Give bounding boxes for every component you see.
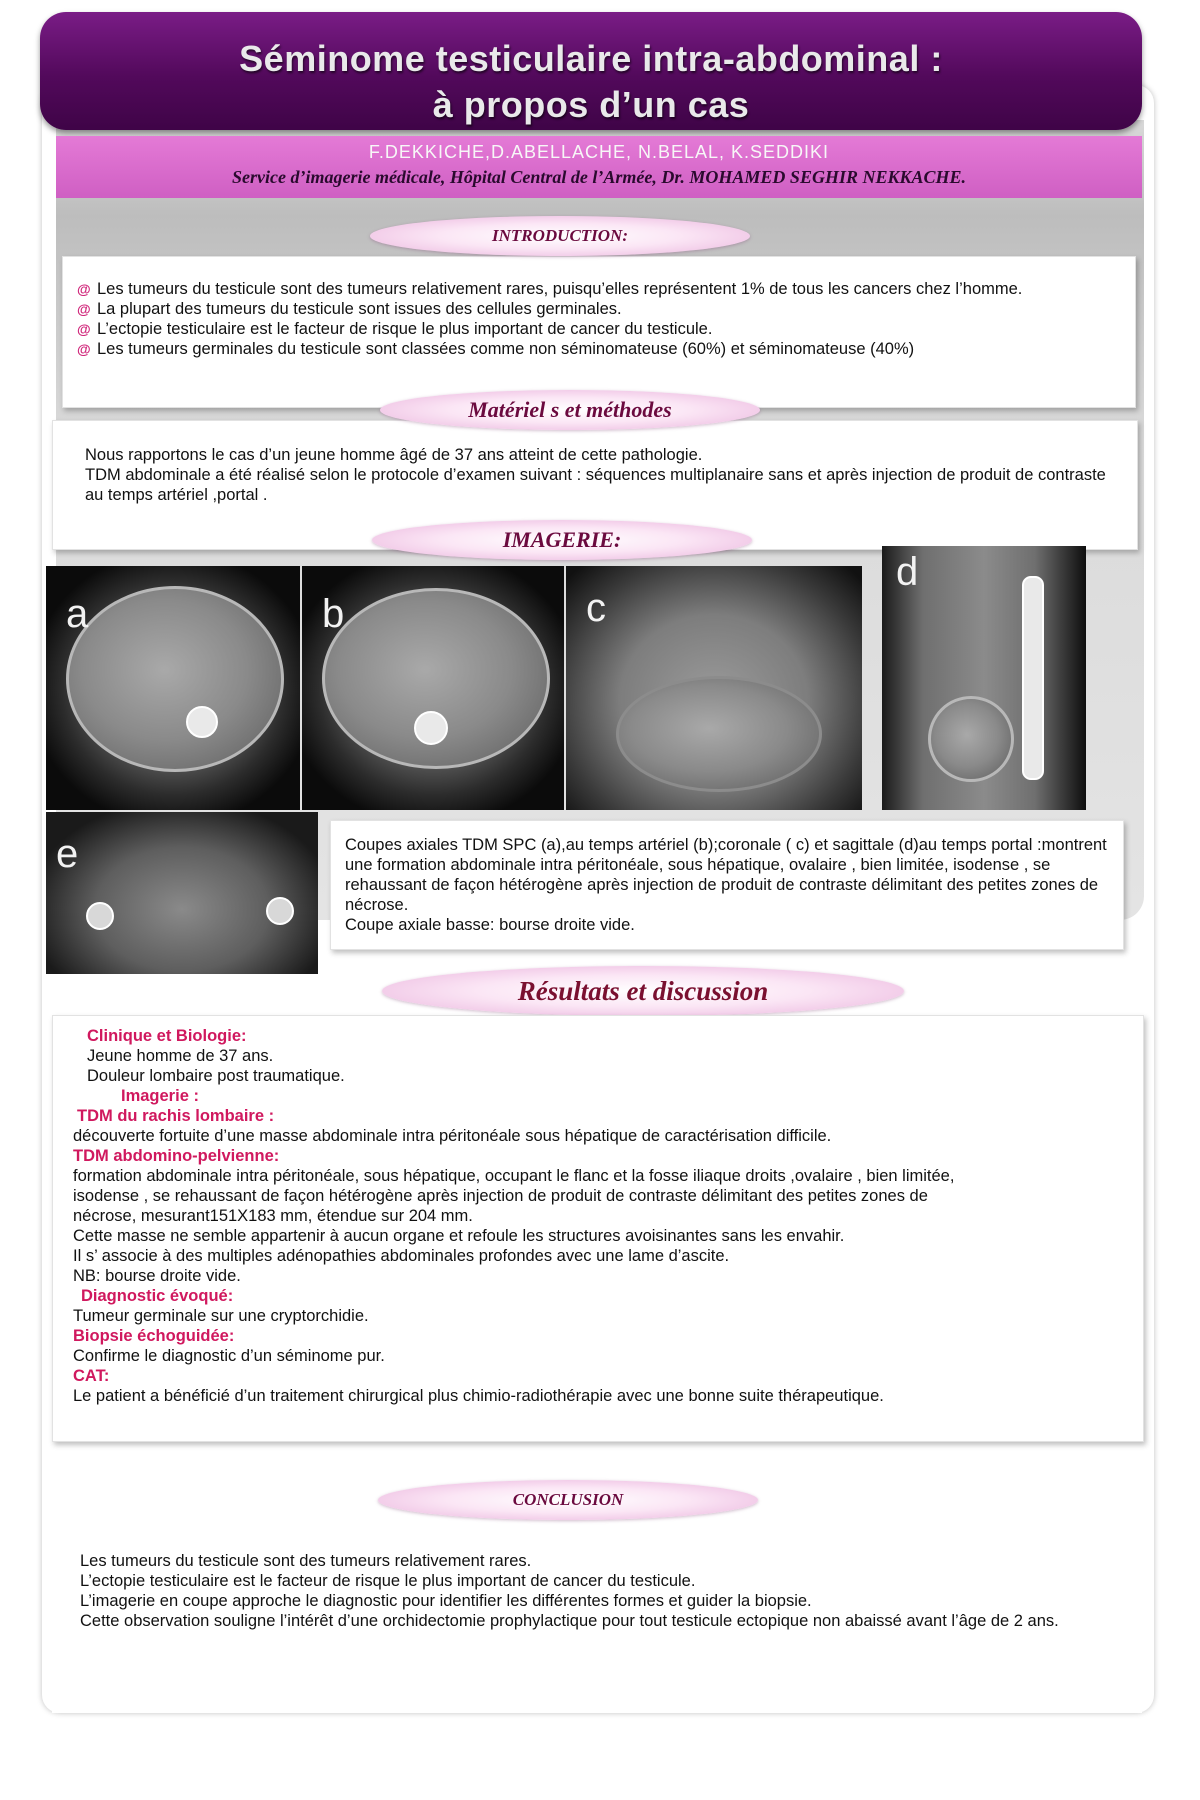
results-heading: Résultats et discussion bbox=[382, 966, 904, 1016]
tdm-abdo-line-6: NB: bourse droite vide. bbox=[73, 1267, 241, 1285]
tdm-abdo-line-5: Il s’ associe à des multiples adénopathies abdominales profondes avec une lame d’ascite. bbox=[73, 1247, 730, 1265]
conclusion-box bbox=[52, 1535, 1142, 1713]
list-item: @ La plupart des tumeurs du testicule sont issues des cellules germinales. bbox=[77, 300, 622, 318]
methods-heading: Matériel s et méthodes bbox=[380, 390, 760, 430]
imaging-heading: IMAGERIE: bbox=[372, 520, 752, 560]
image-label-d: d bbox=[896, 550, 919, 594]
diagnostic-text: Tumeur germinale sur une cryptorchidie. bbox=[73, 1307, 369, 1325]
ct-image-b bbox=[302, 566, 564, 810]
imaging-caption-box bbox=[330, 820, 1124, 950]
ct-image-e bbox=[46, 812, 318, 974]
bullet-icon: @ bbox=[77, 301, 91, 317]
image-label-a: a bbox=[66, 592, 89, 636]
tdm-abdo-line-4: Cette masse ne semble appartenir à aucun organe et refoule les structures avoisinantes sans les envahir. bbox=[73, 1227, 845, 1245]
title-banner bbox=[40, 12, 1142, 130]
conclusion-line-1: Les tumeurs du testicule sont des tumeurs relativement rares. bbox=[80, 1552, 532, 1570]
bullet-icon: @ bbox=[77, 321, 91, 337]
clinique-line-2: Douleur lombaire post traumatique. bbox=[87, 1067, 345, 1085]
clinique-heading: Clinique et Biologie: bbox=[87, 1027, 247, 1045]
diagnostic-heading: Diagnostic évoqué: bbox=[81, 1287, 234, 1305]
ct-image-c bbox=[566, 566, 862, 810]
list-item: @ Les tumeurs du testicule sont des tumeurs relativement rares, puisqu’elles représentent 1% de tous les cancers chez l’homme. bbox=[77, 280, 1023, 298]
affiliation: Service d’imagerie médicale, Hôpital Central de l’Armée, Dr. MOHAMED SEGHIR NEKKACHE. bbox=[231, 167, 966, 187]
title-line-1: Séminome testiculaire intra-abdominal : bbox=[239, 38, 943, 79]
title-line-2: à propos d’un cas bbox=[432, 84, 750, 125]
image-label-e: e bbox=[56, 832, 79, 876]
conclusion-text bbox=[80, 1551, 1118, 1631]
tdm-abdo-line-1: formation abdominale intra péritonéale, sous hépatique, occupant le flanc et la fosse iliaque droits ,ovalaire , bien limitée, bbox=[73, 1167, 955, 1185]
ct-image-d bbox=[882, 546, 1086, 810]
results-box bbox=[52, 1015, 1144, 1442]
conclusion-heading: CONCLUSION bbox=[378, 1480, 758, 1520]
introduction-box bbox=[62, 256, 1136, 408]
image-label-b: b bbox=[322, 592, 345, 636]
bullet-icon: @ bbox=[77, 341, 91, 357]
authors: F.DEKKICHE,D.ABELLACHE, N.BELAL, K.SEDDIKI bbox=[368, 142, 830, 162]
methods-line-1: Nous rapportons le cas d’un jeune homme âgé de 37 ans atteint de cette pathologie. bbox=[85, 446, 703, 464]
cat-text: Le patient a bénéficié d’un traitement chirurgical plus chimio-radiothérapie avec une bonne suite thérapeutique. bbox=[73, 1387, 884, 1405]
imaging-caption bbox=[345, 835, 1107, 935]
tdm-abdo-line-2: isodense , se rehaussant de façon hétérogène après injection de produit de contraste délimitant des petites zones de bbox=[73, 1187, 928, 1205]
tdm-rachis-heading: TDM du rachis lombaire : bbox=[77, 1107, 275, 1125]
bullet-icon: @ bbox=[77, 281, 91, 297]
methods-line-2: TDM abdominale a été réalisé selon le protocole d’examen suivant : séquences multiplanaire sans et après injection de produit de contraste au temps artériel ,portal . bbox=[85, 466, 1106, 504]
conclusion-line-4: Cette observation souligne l’intérêt d’une orchidectomie prophylactique pour tout testicule ectopique non abaissé avant l’âge de 2 ans. bbox=[80, 1612, 1059, 1630]
introduction-heading: INTRODUCTION: bbox=[370, 216, 750, 256]
conclusion-line-3: L’imagerie en coupe approche le diagnostic pour identifier les différentes formes et guider la biopsie. bbox=[80, 1592, 812, 1610]
ct-image-a bbox=[46, 566, 300, 810]
biopsie-text: Confirme le diagnostic d’un séminome pur. bbox=[73, 1347, 385, 1365]
list-item: @ L’ectopie testiculaire est le facteur de risque le plus important de cancer du testicule. bbox=[77, 320, 713, 338]
biopsie-heading: Biopsie échoguidée: bbox=[73, 1327, 235, 1345]
tdm-abdo-line-3: nécrose, mesurant151X183 mm, étendue sur 204 mm. bbox=[73, 1207, 473, 1225]
clinique-line-1: Jeune homme de 37 ans. bbox=[87, 1047, 274, 1065]
list-item: @ Les tumeurs germinales du testicule sont classées comme non séminomateuse (60%) et séminomateuse (40%) bbox=[77, 340, 915, 358]
author-band bbox=[56, 136, 1142, 198]
caption-line-1: Coupes axiales TDM SPC (a),au temps artériel (b);coronale ( c) et sagittale (d)au temps portal :montrent une formation abdominale intra péritonéale, sous hépatique, ovalaire , bien limitée, isodense , se rehaussant de façon hétérogène après injection de produit de contraste délimitant des petites zones de nécrose. bbox=[345, 836, 1107, 914]
conclusion-line-2: L’ectopie testiculaire est le facteur de risque le plus important de cancer du testicule. bbox=[80, 1572, 696, 1590]
tdm-abdo-heading: TDM abdomino-pelvienne: bbox=[73, 1147, 280, 1165]
tdm-rachis-text: découverte fortuite d’une masse abdominale intra péritonéale sous hépatique de caractérisation difficile. bbox=[73, 1127, 832, 1145]
cat-heading: CAT: bbox=[73, 1367, 110, 1385]
imagerie-heading: Imagerie : bbox=[121, 1087, 199, 1105]
image-label-c: c bbox=[586, 586, 606, 630]
caption-line-2: Coupe axiale basse: bourse droite vide. bbox=[345, 916, 635, 934]
introduction-list bbox=[75, 279, 1115, 359]
methods-text bbox=[85, 445, 1113, 505]
